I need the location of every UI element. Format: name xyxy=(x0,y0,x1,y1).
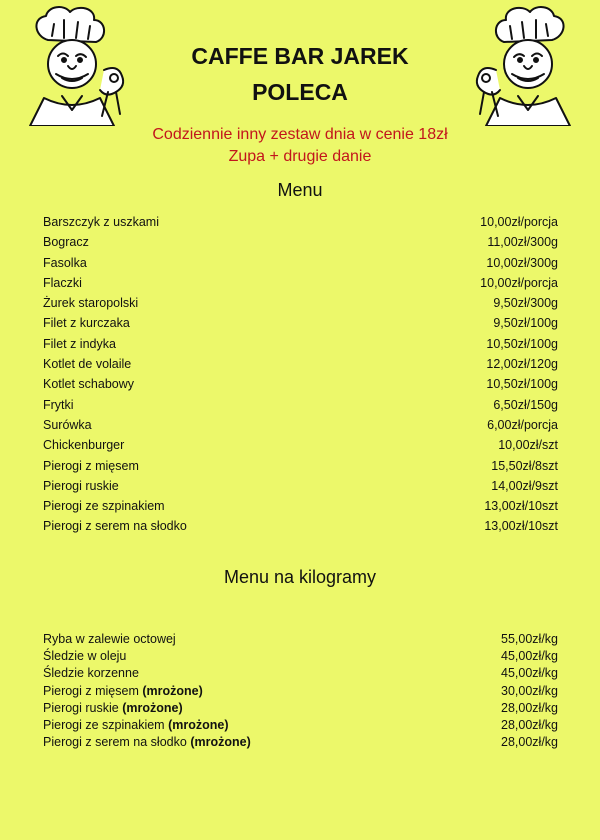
menu-item-name xyxy=(43,395,74,415)
menu-item xyxy=(43,648,558,665)
menu-item-price: 10,00zł/300g xyxy=(486,255,558,270)
menu-item xyxy=(43,313,558,333)
dish-name: Frytki xyxy=(43,397,74,412)
menu-item-price: 10,00zł/porcja xyxy=(480,275,558,290)
menu-item xyxy=(43,496,558,516)
frozen-tag: (mrożone) xyxy=(142,683,203,698)
kg-menu-section-title: Menu na kilogramy xyxy=(223,567,377,587)
title-line-1: CAFFE BAR JAREK xyxy=(191,43,409,69)
daily-offer xyxy=(0,124,600,168)
offer-line-1: Codziennie inny zestaw dnia w cenie 18zł xyxy=(152,126,448,143)
dish-name: Kotlet de volaile xyxy=(43,357,132,372)
frozen-tag: (mrożone) xyxy=(190,735,251,750)
dish-name: Fasolka xyxy=(43,255,87,270)
title-line-2: POLECA xyxy=(252,79,348,105)
menu-item-price: 28,00zł/kg xyxy=(501,735,558,750)
menu-item-name xyxy=(43,374,134,394)
dish-name: Pierogi z serem na słodko xyxy=(43,735,187,750)
menu-item-name xyxy=(43,232,89,252)
menu-item xyxy=(43,374,558,394)
menu-item-price: 6,00zł/porcja xyxy=(487,417,558,432)
menu-item-price: 9,50zł/300g xyxy=(493,296,558,311)
dish-name: Pierogi z mięsem xyxy=(43,458,139,473)
menu-item-price: 14,00zł/9szt xyxy=(491,478,558,493)
menu-item-name xyxy=(43,516,187,536)
dish-name: Filet z kurczaka xyxy=(43,316,130,331)
menu-item-name xyxy=(43,717,229,734)
offer-line-2: Zupa + drugie danie xyxy=(228,148,372,165)
menu-item-price: 10,50zł/100g xyxy=(486,377,558,392)
dish-name: Pierogi ruskie xyxy=(43,478,119,493)
menu-item-price: 12,00zł/120g xyxy=(486,357,558,372)
menu-item xyxy=(43,232,558,252)
menu-item-price: 9,50zł/100g xyxy=(493,316,558,331)
dish-name: Pierogi ze szpinakiem xyxy=(43,499,165,514)
menu-item-price: 30,00zł/kg xyxy=(501,683,558,698)
menu-item-name xyxy=(43,476,119,496)
menu-item-price: 13,00zł/10szt xyxy=(484,519,558,534)
menu-item-name xyxy=(43,435,124,455)
menu-item-name xyxy=(43,496,165,516)
menu-item-price: 10,00zł/szt xyxy=(498,438,558,453)
menu-item xyxy=(43,253,558,273)
menu-item-name xyxy=(43,631,176,648)
menu-item xyxy=(43,273,558,293)
menu-item-price: 11,00zł/300g xyxy=(487,235,558,250)
menu-item-price: 45,00zł/kg xyxy=(501,649,558,664)
menu-item-name xyxy=(43,700,183,717)
menu-item-name xyxy=(43,456,139,476)
menu-item xyxy=(43,293,558,313)
menu-item-name xyxy=(43,313,130,333)
menu-item-name xyxy=(43,415,92,435)
menu-list xyxy=(43,212,558,537)
menu-item-price: 55,00zł/kg xyxy=(501,632,558,646)
dish-name: Flaczki xyxy=(43,275,82,290)
menu-item-name xyxy=(43,273,82,293)
dish-name: Chickenburger xyxy=(43,438,125,453)
menu-item-price: 10,00zł/porcja xyxy=(480,215,558,229)
menu-item-price: 45,00zł/kg xyxy=(501,666,558,681)
dish-name: Pierogi ruskie xyxy=(43,700,119,715)
menu-section-title: Menu xyxy=(277,180,323,200)
menu-item xyxy=(43,334,558,354)
menu-item-price: 10,50zł/100g xyxy=(486,336,558,351)
dish-name: Ryba w zalewie octowej xyxy=(43,632,176,646)
menu-item xyxy=(43,415,558,435)
menu-item-name xyxy=(43,212,159,232)
frozen-tag: (mrożone) xyxy=(168,717,229,732)
menu-item xyxy=(43,516,558,536)
menu-item xyxy=(43,683,558,700)
page-title xyxy=(0,38,600,110)
menu-item-price: 6,50zł/150g xyxy=(493,397,558,412)
menu-item xyxy=(43,700,558,717)
frozen-tag: (mrożone) xyxy=(122,700,183,715)
dish-name: Kotlet schabowy xyxy=(43,377,135,392)
menu-item-name xyxy=(43,665,139,682)
menu-item xyxy=(43,734,558,751)
dish-name: Pierogi z mięsem xyxy=(43,683,139,698)
menu-item xyxy=(43,395,558,415)
dish-name: Żurek staropolski xyxy=(43,296,139,311)
menu-item xyxy=(43,476,558,496)
menu-item xyxy=(43,435,558,455)
menu-item-name xyxy=(43,334,116,354)
dish-name: Śledzie w oleju xyxy=(43,649,127,664)
dish-name: Barszczyk z uszkami xyxy=(43,215,159,229)
menu-item-price: 28,00zł/kg xyxy=(501,717,558,732)
menu-item-name xyxy=(43,734,251,751)
menu-item-name xyxy=(43,293,138,313)
menu-item-name xyxy=(43,683,203,700)
menu-item-name xyxy=(43,648,126,665)
dish-name: Śledzie korzenne xyxy=(43,666,139,681)
menu-item-name xyxy=(43,354,131,374)
dish-name: Bogracz xyxy=(43,235,89,250)
dish-name: Pierogi ze szpinakiem xyxy=(43,717,165,732)
menu-item xyxy=(43,717,558,734)
menu-item xyxy=(43,631,558,648)
kg-menu-list xyxy=(43,631,558,751)
dish-name: Pierogi z serem na słodko xyxy=(43,519,187,534)
menu-item xyxy=(43,212,558,232)
menu-item-price: 28,00zł/kg xyxy=(501,700,558,715)
dish-name: Surówka xyxy=(43,417,92,432)
menu-item-price: 15,50zł/8szt xyxy=(491,458,558,473)
menu-item-price: 13,00zł/10szt xyxy=(484,499,558,514)
menu-item xyxy=(43,456,558,476)
dish-name: Filet z indyka xyxy=(43,336,116,351)
menu-item-name xyxy=(43,253,87,273)
menu-item xyxy=(43,665,558,682)
menu-item xyxy=(43,354,558,374)
